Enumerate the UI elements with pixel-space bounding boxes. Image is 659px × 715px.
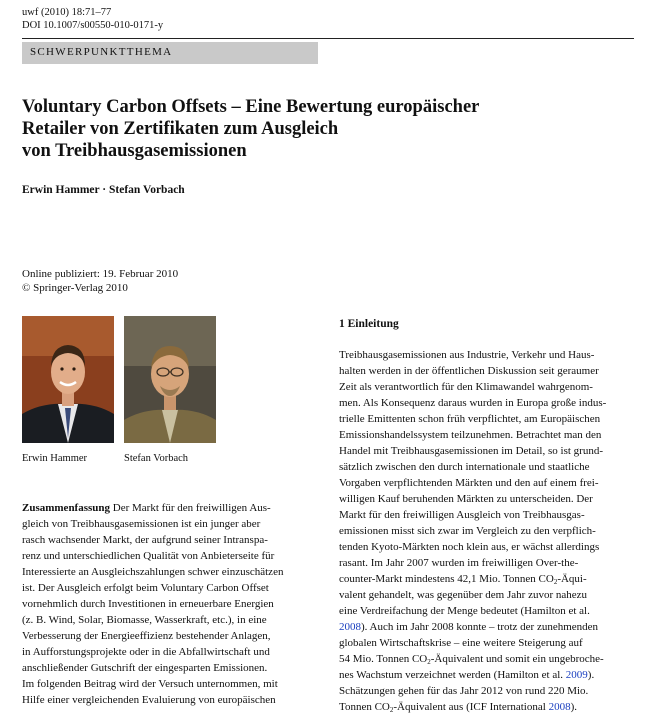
body-line: tenden Kyoto-Märkten noch klein aus, er wächst allerdings bbox=[339, 541, 600, 553]
authors: Erwin Hammer · Stefan Vorbach bbox=[22, 184, 185, 196]
online-date: Online publiziert: 19. Februar 2010 bbox=[22, 268, 179, 280]
abstract-line: Zusammenfassung Der Markt für den freiwilligen Aus- bbox=[22, 502, 271, 514]
abstract-line: rasch wachsender Markt, der aufgrund seiner Intranspa- bbox=[22, 534, 268, 546]
portrait-image bbox=[22, 316, 114, 443]
body-line: 54 Mio. Tonnen $CO_2$-Äquivalent und somit ein ungebroche- bbox=[339, 653, 604, 666]
abstract-line: Verbesserung der Energieeffizienz bestehender Anlagen, bbox=[22, 630, 271, 642]
body-line: emissionen misst sich zwar im Vergleich zu den verpflich- bbox=[339, 525, 596, 537]
publication-info bbox=[22, 268, 178, 295]
body-line: men. Als Konsequenz daraus wurden in Europa große indus- bbox=[339, 397, 607, 409]
citation-link[interactable]: 2008 bbox=[548, 701, 571, 713]
body-line: sätzlich zwischen den durch internationale und staatliche bbox=[339, 461, 590, 473]
abstract-line: Hilfe einer vergleichenden Evaluierung von europäischen bbox=[22, 694, 276, 706]
copyright: © Springer-Verlag 2010 bbox=[22, 281, 128, 294]
citation-link[interactable]: 2008 bbox=[339, 621, 361, 633]
photo-caption-hammer: Erwin Hammer bbox=[22, 453, 88, 464]
article-title bbox=[22, 96, 582, 162]
doi: DOI 10.1007/s00550-010-0171-y bbox=[22, 20, 164, 31]
abstract-line: Interessierte an Ausgleichszahlungen schwer einzuschätzen bbox=[22, 566, 284, 578]
body-line: Markt für den freiwilligen Ausgleich von Treibhausgas- bbox=[339, 509, 585, 521]
journal-citation: uwf (2010) 18:71–77 bbox=[22, 7, 112, 18]
abstract-label: Zusammenfassung bbox=[22, 502, 111, 514]
body-line: halten werden in der öffentlichen Diskussion seit geraumer bbox=[339, 365, 599, 377]
body-line: globalen Wirtschaftskrise – eine weitere Steigerung auf bbox=[339, 637, 583, 649]
section-label: SCHWERPUNKTTHEMA bbox=[30, 46, 173, 58]
body-line: valent gehandelt, was gegenüber dem Jahr zuvor nahezu bbox=[339, 589, 588, 601]
abstract-line: renz und unterschiedlichen Qualität von Anbieterseite für bbox=[22, 550, 275, 562]
title-line: Retailer von Zertifikaten zum Ausgleich bbox=[22, 119, 339, 139]
abstract-line: Im folgenden Beitrag wird der Versuch unternommen, mit bbox=[22, 678, 278, 690]
abstract-line: anschließender Gutschrift der eingesparten Emissionen. bbox=[22, 662, 268, 674]
body-line: 2008). Auch im Jahr 2008 konnte – trotz der zunehmenden bbox=[339, 621, 599, 633]
abstract-line: ist. Der Ausgleich erfolgt beim Voluntary Carbon Offset bbox=[22, 582, 269, 594]
body-line: Handel mit Treibhausgasemissionen im Detail, so ist grund- bbox=[339, 445, 603, 457]
abstract bbox=[22, 500, 319, 708]
body-line: Emissionshandelssystem teilzunehmen. Betrachtet man den bbox=[339, 429, 602, 441]
body-line: counter-Markt mindestens 42,1 Mio. Tonnen $CO_2-Äqui-$ bbox=[339, 573, 587, 586]
abstract-line: (z. B. Wind, Solar, Biomasse, Wasserkraft, etc.), in eine bbox=[22, 614, 267, 626]
body-line: willigen Kauf beruhenden Märkten zu unterscheiden. Der bbox=[339, 493, 593, 505]
author-photo-hammer bbox=[22, 316, 114, 443]
portrait-image bbox=[124, 316, 216, 443]
body-line: trielle Emittenten schon früh verpflichtet, am Europäischen bbox=[339, 413, 601, 425]
body-line: Zeit als verantwortlich für den Klimawandel wahrgenom- bbox=[339, 381, 593, 393]
body-line: Schätzungen gehen für das Jahr 2012 von rund 220 Mio. bbox=[339, 685, 589, 697]
abstract-line: vornehmlich durch Investitionen in erneuerbare Energien bbox=[22, 598, 274, 610]
photo-caption-vorbach: Stefan Vorbach bbox=[124, 453, 189, 464]
body-line: nes Wachstum verzeichnet werden (Hamilton et al. 2009). bbox=[339, 669, 595, 681]
section-heading: 1 Einleitung bbox=[339, 318, 399, 330]
body-line: Vorgaben verpflichtenden Märkten und den auf einem frei- bbox=[339, 477, 599, 489]
body-line: Tonnen $CO_2$-Äquivalent aus (ICF International 2008). bbox=[339, 701, 577, 714]
author-photo-vorbach bbox=[124, 316, 216, 443]
abstract-line: in Aufforstungsprojekte oder in die Abfallwirtschaft und bbox=[22, 646, 270, 658]
body-line: eine Verdreifachung der Menge bedeutet (Hamilton et al. bbox=[339, 605, 590, 617]
citation-link[interactable]: 2009 bbox=[565, 669, 588, 681]
title-line: Voluntary Carbon Offsets – Eine Bewertung europäischer bbox=[22, 97, 480, 117]
title-line: von Treibhausgasemissionen bbox=[22, 141, 247, 161]
abstract-line: gleich von Treibhausgasemissionen ist ein junger aber bbox=[22, 518, 261, 530]
body-line: Treibhausgasemissionen aus Industrie, Verkehr und Haus- bbox=[339, 349, 595, 361]
body-line: rasant. Im Jahr 2007 wurden im freiwilligen Over-the- bbox=[339, 557, 579, 569]
header-rule bbox=[22, 38, 634, 39]
intro-text bbox=[339, 347, 634, 715]
